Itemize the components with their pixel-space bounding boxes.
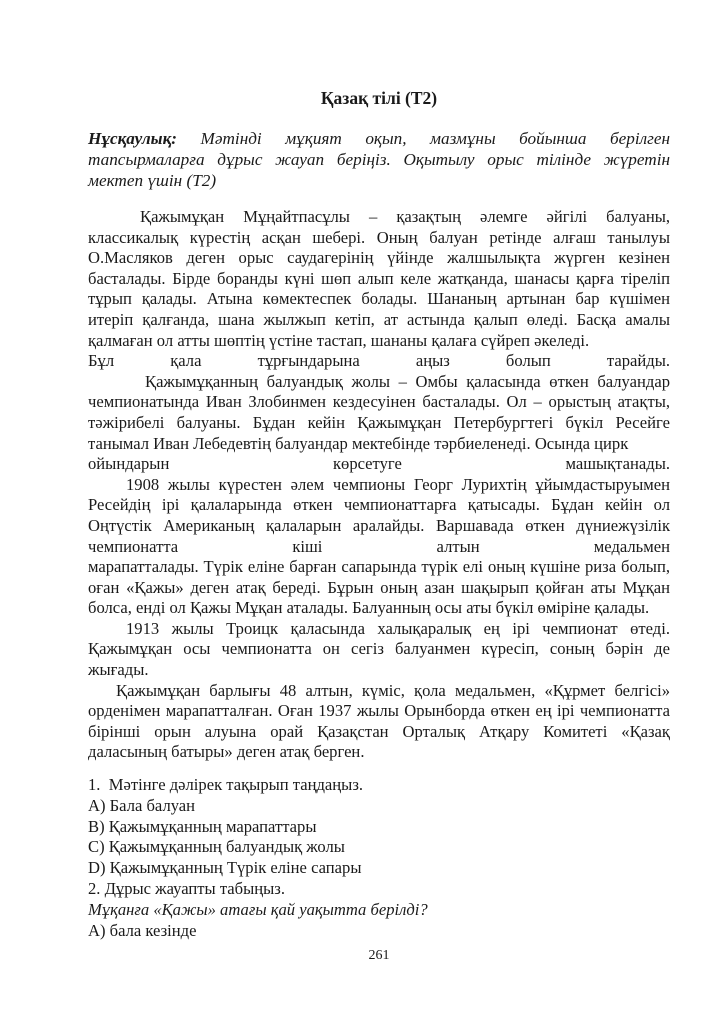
question-prompt: Мұқанға «Қажы» атағы қай уақытта берілді?: [88, 899, 428, 919]
question-number: 2.: [88, 878, 101, 898]
page-title: Қазақ тілі (Т2): [320, 88, 438, 108]
paragraph-3-line-c: марапатталады. Түрік еліне барған сапарында түрік елі оның күшіне риза болып, оған «Қажы» деген атақ береді. Бұрын оның азан шақырып қойған аты Мұқан болса, енді ол Қажы Мұқан аталады. Балуанның осы аты бүкіл өміріне қалады.: [88, 557, 670, 618]
instruction-text: Мәтінді мұқият оқып, мазмұны бойынша берілген тапсырмаларға дұрыс жауап беріңіз. Оқытылу орыс тілінде жүретін мектеп үшін (Т2): [88, 129, 670, 190]
paragraph-5: Қажымұқан барлығы 48 алтын, күміс, қола медальмен, «Құрмет белгісі» орденімен марапатталған. Оған 1937 жылы Орынборда өткен ең ірі чемпионатта бірінші орын алуына орай Қазақстан Орталық Атқару Комитеті «Қазақ даласының батыры» деген атақ берген.: [88, 680, 670, 762]
questions: [88, 775, 670, 941]
paragraph-3: 1908 жылы күрестен әлем чемпионы Георг Лурихтің ұйымдастыруымен Ресейдің ірі қалаларында өткен чемпионаттарға қатысады. Бұдан кейін ол Оңтүстік Американың қалаларын аралайды. Варшавада өткен дүниежүзілік: [88, 474, 670, 535]
option: B) Қажымұқанның марапаттары: [88, 816, 317, 836]
paragraph-1-last-line: Бұл қала тұрғындарына аңыз болып тарайды.: [88, 351, 670, 371]
instruction-label: Нұсқаулық:: [88, 129, 178, 148]
question-2: [88, 879, 670, 900]
paragraph-1: [88, 207, 670, 351]
instruction: [88, 128, 670, 191]
paragraph-4: 1913 жылы Троицк қаласында халықаралық ең ірі чемпионат өтеді. Қажымұқан осы чемпионатта он сегіз балуанмен күресіп, соның бәрін де жығады.: [88, 618, 670, 680]
question-1: [88, 775, 670, 796]
option: A) Бала балуан: [88, 795, 196, 815]
question-text: Дұрыс жауапты табыңыз.: [104, 878, 285, 898]
reading-text: [88, 207, 670, 763]
paragraph-3-line-b: чемпионатта кіші алтын медальмен: [88, 536, 670, 556]
option: C) Қажымұқанның балуандық жолы: [88, 837, 345, 857]
page-number: 261: [368, 948, 390, 963]
question-text: Мәтінге дәлірек тақырып таңдаңыз.: [108, 775, 364, 794]
paragraph-2: Қажымұқанның балуандық жолы – Омбы қаласында өткен балуандар чемпионатында Иван Злобинмен кездесуінен басталады. Ол – орыстың атақты, тәжірибелі балуаны. Бұдан кейін Қажымұқан Петербургтегі бүкіл Ресейге танымал Иван Лебедевтің балуандар мектебінде тәрбиеленеді. Осында цирк: [88, 371, 670, 453]
question-number: 1.: [88, 775, 101, 794]
paragraph-2-last-line: ойындарын көрсетуге машықтанады.: [88, 454, 670, 474]
option: A) бала кезінде: [88, 920, 197, 940]
paragraph-1-text: Қажымұқан Мұңайтпасұлы – қазақтың әлемге әйгілі балуаны, классикалық күрестің асқан шебері. Оның балуан ретінде алғаш танылуы О.Масляков деген орыс саудагерінің үйінде жалшылықта жүрген кезінен басталады. Бірде боранды күні шөп алып келе жатқанда, шанасы қарға тіреліп тұрып қалады. Атына көмектеспек болады. Шананың артынан бар күшімен итеріп қалғанда, шана жылжып кетіп, ат астында қалып өледі. Басқа амалы қалмаған ол атты шөптің үстіне тастап, шананы қалаға сүйреп әкеледі.: [88, 207, 670, 350]
option: D) Қажымұқанның Түрік еліне сапары: [88, 858, 362, 878]
